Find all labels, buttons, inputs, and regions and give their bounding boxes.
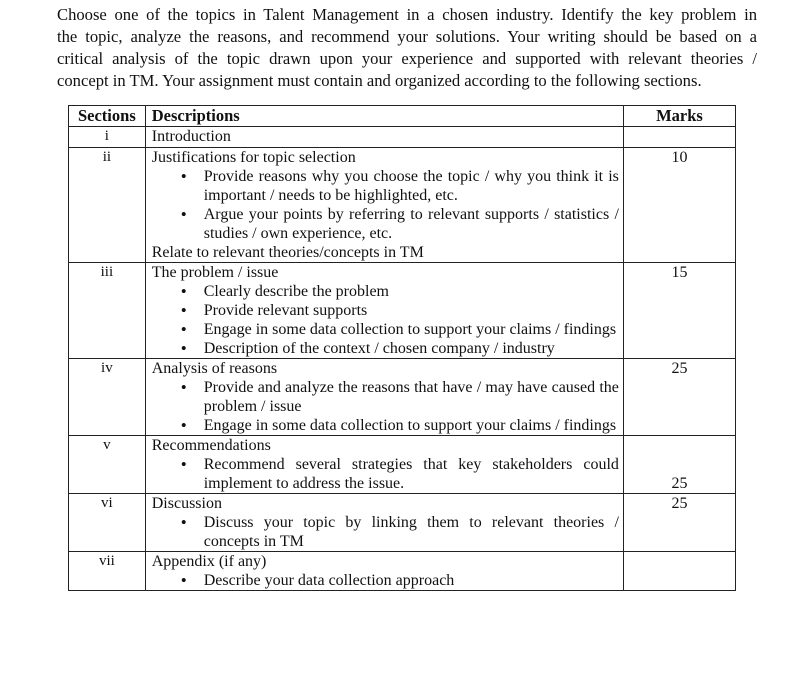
section-number: v	[69, 436, 146, 494]
section-marks: 25	[623, 436, 735, 494]
bullet-list	[152, 513, 619, 551]
bullet-list	[152, 378, 619, 435]
header-sections: Sections	[69, 106, 146, 127]
table-row	[69, 436, 736, 494]
bullet-item: • Provide relevant supports	[152, 301, 619, 320]
section-description	[145, 552, 623, 591]
bullet-list	[152, 282, 619, 358]
section-description	[145, 436, 623, 494]
section-title: Recommendations	[151, 437, 271, 454]
instruction-line: the topic, analyze the reasons, and recommend your solutions. Your writing should be based on a	[57, 27, 757, 46]
marking-rubric-table	[68, 105, 736, 591]
section-marks	[623, 127, 735, 148]
section-number: ii	[69, 148, 146, 263]
section-marks: 25	[623, 494, 735, 552]
bullet-item: • Description of the context / chosen company / industry	[152, 339, 619, 358]
section-description	[145, 148, 623, 263]
bullet-item: • Provide reasons why you choose the topic / why you think it is important / needs to be highlighted, etc.	[152, 167, 619, 205]
bullet-item: • Engage in some data collection to support your claims / findings	[152, 416, 619, 435]
bullet-item: • Describe your data collection approach	[152, 571, 619, 590]
bullet-item: • Engage in some data collection to support your claims / findings	[152, 320, 619, 339]
bullet-list	[152, 455, 619, 493]
section-number: vi	[69, 494, 146, 552]
section-title: The problem / issue	[151, 264, 279, 281]
table-row	[69, 148, 736, 263]
table-header-row	[69, 106, 736, 127]
section-number: vii	[69, 552, 146, 591]
section-title: Analysis of reasons	[151, 360, 278, 377]
table-row	[69, 494, 736, 552]
section-title: Justifications for topic selection	[151, 149, 356, 166]
section-title: Appendix (if any)	[151, 553, 267, 570]
section-number: i	[69, 127, 146, 148]
section-description	[145, 359, 623, 436]
bullet-list	[152, 571, 619, 590]
section-description	[145, 263, 623, 359]
table-row	[69, 127, 736, 148]
instruction-line: Choose one of the topics in Talent Management in a chosen industry. Identify the key problem in	[57, 5, 757, 24]
bullet-item: • Argue your points by referring to relevant supports / statistics / studies / own experience, etc.	[152, 205, 619, 243]
section-marks: 25	[623, 359, 735, 436]
section-extra-note: Relate to relevant theories/concepts in TM	[151, 244, 424, 261]
section-description	[145, 494, 623, 552]
section-marks	[623, 552, 735, 591]
section-title: Discussion	[151, 495, 222, 512]
section-description	[145, 127, 623, 148]
section-title: Introduction	[151, 128, 231, 145]
bullet-item: • Clearly describe the problem	[152, 282, 619, 301]
instruction-line: concept in TM. Your assignment must contain and organized according to the following sections.	[57, 71, 702, 90]
table-row	[69, 263, 736, 359]
header-marks: Marks	[623, 106, 735, 127]
section-marks: 10	[623, 148, 735, 263]
table-row	[69, 359, 736, 436]
section-number: iii	[69, 263, 146, 359]
bullet-item: • Recommend several strategies that key stakeholders could implement to address the issue.	[152, 455, 619, 493]
assignment-instructions	[57, 4, 757, 92]
bullet-list	[152, 167, 619, 243]
bullet-item: • Provide and analyze the reasons that have / may have caused the problem / issue	[152, 378, 619, 416]
section-marks: 15	[623, 263, 735, 359]
table-row	[69, 552, 736, 591]
bullet-item: • Discuss your topic by linking them to relevant theories / concepts in TM	[152, 513, 619, 551]
section-number: iv	[69, 359, 146, 436]
header-descriptions: Descriptions	[145, 106, 623, 127]
instruction-line: critical analysis of the topic drawn upon your experience and supported with relevant theories /	[57, 49, 757, 68]
